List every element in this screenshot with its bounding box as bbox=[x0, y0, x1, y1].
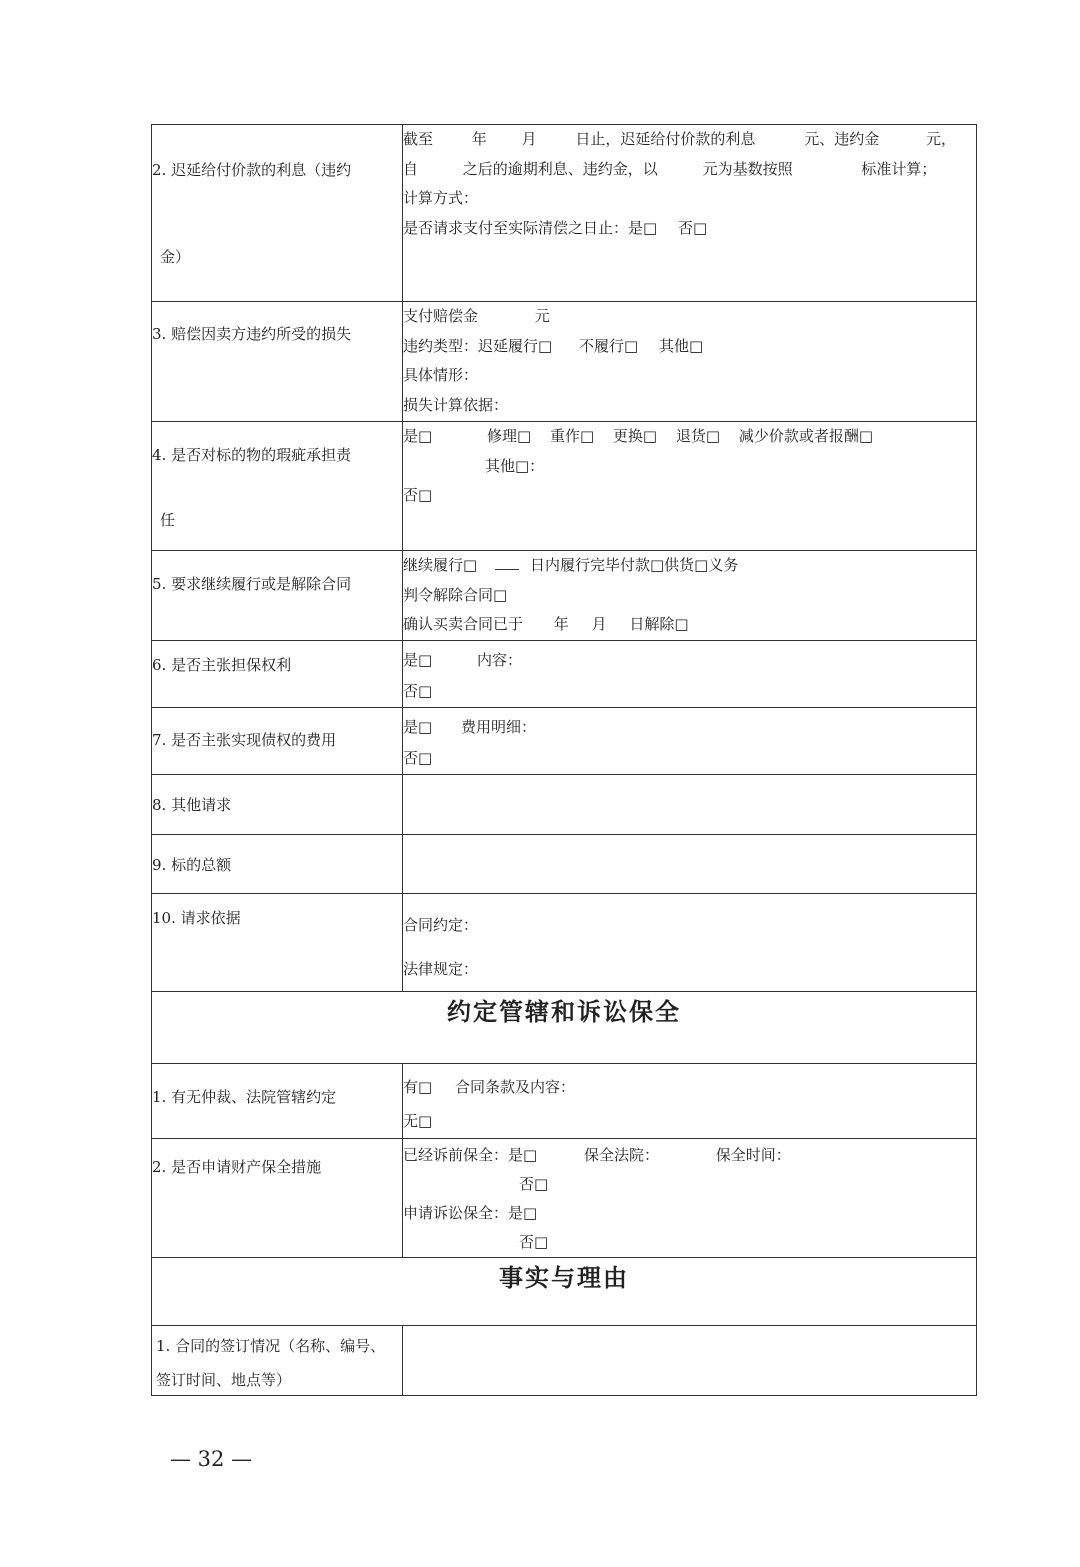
row-defect-liability bbox=[152, 422, 977, 551]
value-cell bbox=[403, 422, 977, 551]
checkbox-option[interactable]: 日解除□ bbox=[629, 615, 689, 633]
section-heading: 约定管辖和诉讼保全 bbox=[152, 992, 977, 1064]
row-label: 9. 标的总额 bbox=[152, 856, 232, 874]
row-label: 10. 请求依据 bbox=[152, 909, 241, 927]
checkbox-option[interactable]: 否□ bbox=[403, 486, 433, 504]
value-cell-empty[interactable] bbox=[403, 835, 977, 894]
text: 之后的逾期利息、违约金，以 bbox=[462, 159, 658, 178]
label-cell bbox=[152, 641, 403, 708]
checkbox-option[interactable]: 否□ bbox=[403, 749, 433, 767]
checkbox-option[interactable]: 否□ bbox=[677, 218, 708, 237]
page-number: — 32 — bbox=[170, 1447, 253, 1471]
row-jurisdiction-agreement bbox=[152, 1064, 977, 1139]
checkbox-option[interactable]: 无□ bbox=[403, 1112, 433, 1130]
text-line bbox=[403, 1141, 976, 1170]
text-line bbox=[403, 214, 976, 244]
text-line bbox=[403, 1199, 976, 1228]
value-cell bbox=[403, 708, 977, 775]
checkbox-option[interactable]: 是□ bbox=[403, 718, 433, 736]
text-line bbox=[403, 645, 976, 676]
checkbox-option[interactable]: 继续履行□ bbox=[403, 556, 478, 574]
text: 日内履行完毕付款□供货□义务 bbox=[529, 556, 739, 574]
checkbox-option[interactable]: 否□ bbox=[519, 1175, 549, 1193]
label-cell bbox=[152, 1064, 403, 1139]
text-line: 损失计算依据： bbox=[403, 395, 509, 414]
text-line: 法律规定： bbox=[403, 960, 479, 978]
text-line bbox=[403, 581, 976, 611]
value-cell bbox=[403, 894, 977, 992]
row-property-preservation bbox=[152, 1139, 977, 1258]
label-cell bbox=[152, 775, 403, 835]
row-security-rights bbox=[152, 641, 977, 708]
text: 支付赔偿金 bbox=[403, 307, 479, 325]
text: 元、违约金 bbox=[804, 130, 880, 148]
label-cell bbox=[152, 708, 403, 775]
text: 确认买卖合同已于 bbox=[403, 615, 524, 633]
checkbox-option[interactable]: 是□ bbox=[403, 651, 433, 669]
text: 截至 bbox=[403, 130, 434, 148]
checkbox-option[interactable]: 更换□ bbox=[612, 427, 658, 445]
row-label: 7. 是否主张实现债权的费用 bbox=[152, 731, 337, 749]
text-line bbox=[403, 332, 976, 362]
text: 日止，迟延给付价款的利息 bbox=[575, 130, 756, 148]
value-cell bbox=[403, 125, 977, 302]
text: 元为基数按照 bbox=[702, 159, 793, 178]
label-cell bbox=[152, 835, 403, 894]
complaint-form-table bbox=[151, 124, 977, 1396]
label-cell bbox=[152, 1139, 403, 1258]
checkbox-option[interactable]: 不履行□ bbox=[578, 336, 639, 355]
checkbox-option[interactable]: 已经诉前保全：是□ bbox=[403, 1146, 538, 1164]
checkbox-option[interactable]: 是□ bbox=[403, 427, 433, 445]
checkbox-option[interactable]: 否□ bbox=[403, 682, 433, 700]
row-label-cont: 签订时间、地点等） bbox=[156, 1371, 292, 1389]
text-line bbox=[403, 481, 976, 511]
text-line: 计算方式： bbox=[403, 189, 479, 207]
checkbox-option[interactable]: 退货□ bbox=[675, 427, 721, 445]
checkbox-option[interactable]: 申请诉讼保全：是□ bbox=[403, 1204, 538, 1222]
text-line bbox=[403, 302, 976, 332]
value-cell-empty[interactable] bbox=[403, 1326, 977, 1396]
row-label: 1. 合同的签订情况（名称、编号、 bbox=[156, 1337, 386, 1355]
text: 年 bbox=[553, 615, 569, 633]
row-label: 6. 是否主张担保权利 bbox=[152, 656, 292, 674]
row-continue-or-terminate bbox=[152, 551, 977, 641]
text-line bbox=[403, 610, 976, 640]
text: 合同条款及内容： bbox=[454, 1078, 575, 1096]
row-label-cont: 金） bbox=[160, 248, 191, 266]
label-cell bbox=[152, 894, 403, 992]
label-cell bbox=[152, 422, 403, 551]
checkbox-option[interactable]: 减少价款或者报酬□ bbox=[738, 427, 874, 445]
text-line bbox=[403, 1070, 976, 1104]
text: 费用明细： bbox=[460, 718, 536, 736]
section-heading-row bbox=[152, 992, 977, 1064]
row-label: 1. 有无仲裁、法院管辖约定 bbox=[152, 1088, 337, 1106]
text: 月 bbox=[521, 130, 537, 148]
text: 标准计算； bbox=[861, 159, 937, 178]
blank-underline bbox=[495, 555, 519, 570]
text-line bbox=[403, 1228, 976, 1257]
value-cell bbox=[403, 1139, 977, 1258]
row-label: 2. 迟延给付价款的利息（违约 bbox=[152, 161, 352, 179]
checkbox-option[interactable]: 重作□ bbox=[549, 427, 595, 445]
checkbox-option[interactable]: 否□ bbox=[519, 1233, 549, 1251]
row-label: 8. 其他请求 bbox=[152, 796, 232, 814]
text-line bbox=[403, 551, 976, 581]
checkbox-option[interactable]: 判令解除合同□ bbox=[403, 585, 508, 604]
text: 保全法院： bbox=[583, 1146, 659, 1164]
checkbox-option[interactable]: 其他□ bbox=[658, 336, 704, 355]
row-claim-basis bbox=[152, 894, 977, 992]
text: 年 bbox=[471, 130, 487, 148]
checkbox-option[interactable]: 违约类型：迟延履行□ bbox=[403, 336, 553, 355]
text: 元， bbox=[925, 130, 956, 148]
label-cell bbox=[152, 125, 403, 302]
row-label: 4. 是否对标的物的瑕疵承担责 bbox=[152, 446, 352, 464]
section-heading: 事实与理由 bbox=[152, 1258, 977, 1326]
value-cell bbox=[403, 1064, 977, 1139]
checkbox-option[interactable]: 有□ bbox=[403, 1078, 433, 1096]
text-line bbox=[403, 125, 976, 155]
row-enforcement-costs bbox=[152, 708, 977, 775]
value-cell-empty[interactable] bbox=[403, 775, 977, 835]
checkbox-option[interactable]: 是否请求支付至实际清偿之日止：是□ bbox=[403, 218, 658, 237]
text: 内容： bbox=[476, 651, 522, 669]
label-cell bbox=[152, 302, 403, 422]
text-line bbox=[403, 155, 976, 185]
section-heading-row bbox=[152, 1258, 977, 1326]
text-line bbox=[403, 712, 976, 743]
label-cell bbox=[152, 551, 403, 641]
value-cell bbox=[403, 641, 977, 708]
label-cell bbox=[152, 1326, 403, 1396]
text: 月 bbox=[591, 615, 607, 633]
text: 元 bbox=[534, 307, 550, 325]
row-label: 5. 要求继续履行或是解除合同 bbox=[152, 575, 352, 593]
text-line bbox=[403, 1170, 976, 1199]
text-line: 合同约定： bbox=[403, 916, 479, 934]
row-other-claims bbox=[152, 775, 977, 835]
text-line: 具体情形： bbox=[403, 366, 479, 384]
text-line bbox=[403, 452, 976, 482]
text-line bbox=[403, 422, 976, 452]
text: 自 bbox=[403, 159, 419, 178]
row-total-amount bbox=[152, 835, 977, 894]
checkbox-option[interactable]: 修理□ bbox=[486, 427, 532, 445]
row-label: 3. 赔偿因卖方违约所受的损失 bbox=[152, 325, 352, 343]
checkbox-option[interactable]: 其他□： bbox=[485, 456, 545, 475]
text: 保全时间： bbox=[715, 1146, 791, 1164]
row-contract-signing bbox=[152, 1326, 977, 1396]
row-delayed-interest bbox=[152, 125, 977, 302]
row-label-cont: 任 bbox=[160, 511, 176, 529]
value-cell bbox=[403, 302, 977, 422]
value-cell bbox=[403, 551, 977, 641]
row-label: 2. 是否申请财产保全措施 bbox=[152, 1158, 322, 1176]
row-compensation bbox=[152, 302, 977, 422]
